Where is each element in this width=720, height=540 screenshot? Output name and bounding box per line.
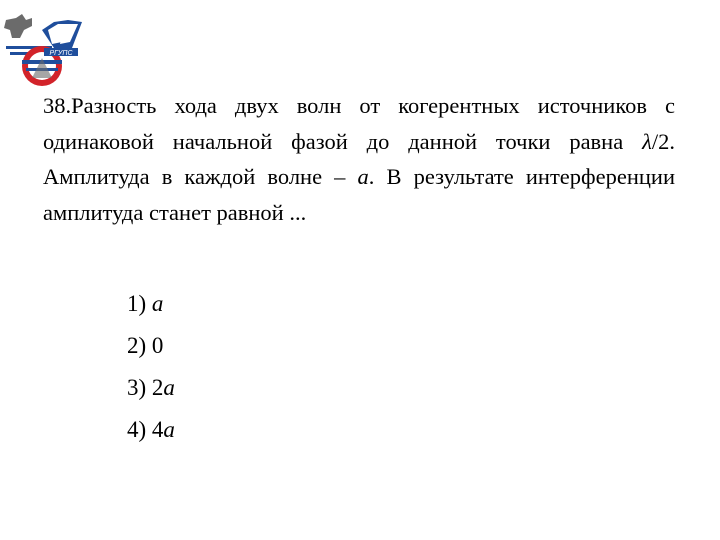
option-prefix: 4) (127, 417, 152, 442)
logo-text: РГУПС (49, 50, 73, 57)
question-part3: . В результате интерференции амплитуда станет равной ... (43, 164, 676, 225)
answer-option[interactable] (127, 409, 175, 451)
option-number: 2 (151, 375, 164, 400)
question-number: 38. (43, 93, 72, 118)
rgups-logo-icon (2, 8, 86, 90)
option-variable: a (163, 417, 175, 442)
option-variable: a (163, 375, 175, 400)
question-part1: Разность хода двух волн от когерентных источников с одинаковой начальной фазой до данной точки равна (43, 93, 675, 154)
answer-option[interactable] (127, 283, 175, 325)
question-text (43, 88, 675, 230)
option-number: 0 (151, 333, 164, 358)
option-number: 4 (151, 417, 164, 442)
question-part2: /2. Амплитуда в каждой волне – (43, 128, 675, 189)
option-prefix: 2) (127, 333, 152, 358)
amplitude-symbol: a (357, 164, 369, 189)
option-variable: a (151, 291, 164, 316)
option-prefix: 3) (127, 375, 152, 400)
answer-option[interactable] (127, 325, 175, 367)
answer-options (127, 283, 175, 451)
option-prefix: 1) (127, 291, 152, 316)
answer-option[interactable] (127, 367, 175, 409)
lambda-symbol: λ (642, 128, 652, 154)
